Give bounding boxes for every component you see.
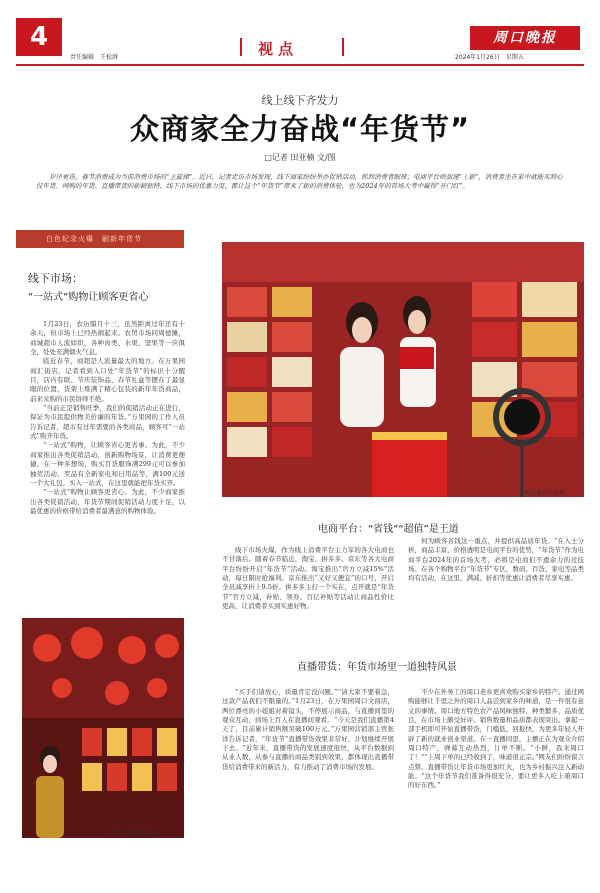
section2-body-col1 — [222, 546, 394, 638]
section1-subheading: “一站式”购物让顾客更省心 — [28, 292, 149, 303]
editor-credit: 责任编辑 王松湃 — [70, 54, 119, 61]
left-photo-caption: 顾客在商场购物。 — [110, 830, 159, 837]
section-title: 视点 — [258, 40, 299, 58]
page-number: 4 — [16, 18, 62, 56]
paragraph: “一站式”购物，让顾客省心更省事。为此，不少商家推出各类促销活动，创新购物场景，让消费更便捷。在一种多想场，购买百货服饰满299元可以参加抽奖活动，奖品有全新家电和日用品等，满100元送一个大礼包。买入一站式，在这里就能把年货买齐。 — [30, 441, 185, 487]
section2-body-col2 — [408, 537, 584, 638]
article-lead: 岁序更迭，春节消费成为当前消费市场的“主旋律”。近日，记者走访市场发现，线下商家纷纷举办促销活动，抓到消费者眼球；电商平台则加速“上新”，消费者坐在家中就能买到心仪年货。网购的年货、直播带货的新颖独特、线下市场的优惠力度，都让这个“年货节”带来了新的消费体验，也为2024年的首场大考中赢得“开门红”。 — [36, 173, 563, 191]
paragraph: “当前正是销售旺季，我们的促销活动正在进行，保证为市民提供物美价廉的年货。”万果园的工作人员告诉记者，超市有过年需要的各类商品，顾客可“一站式”购齐年货。 — [30, 404, 185, 441]
article-title: 众商家全力奋战“年货节” — [129, 112, 471, 146]
livestream-photo — [222, 242, 584, 497]
main-photo-caption: 主播直播带货促销。 — [518, 490, 573, 497]
header-rule — [16, 64, 584, 66]
shopping-photo — [22, 618, 184, 838]
livestream-photo-illustration — [222, 242, 584, 497]
newspaper-logo: 周口晚报 — [470, 26, 580, 50]
paragraph: 1月23日，农历腊月十三，虽然距离过年还有十余天，但市场上已经热闹起来。农贸市场同周德摊，商城超市人流如织，各种肉类、水果、坚果等一应俱全，处处充满烟火气息。 — [30, 320, 185, 357]
section3-body-col2 — [408, 688, 584, 884]
column-banner: 白色纪录火爆 刷新年货节 — [16, 230, 184, 248]
issue-date: 2024年1月26日 星期五 — [455, 54, 524, 61]
section3-body-col1 — [222, 688, 394, 836]
paragraph: 不少在外务工的周口老乡更喜欢购买家乡的特产。通过网购能够让千里之外的周口人品尝到家乡的味道，是一件很有意义的事情。周口地方特色农产品风味独特，种类繁多，品质优良，在市场上颇受好评。销售数量和品质都表现突出。拿起一部手机即可开始直播带货，门槛低、回报快，为更多年轻人开辟了新的就业创业渠道。在一直播间里，主播正在为观众介绍周口特产，弹幕互动热烈，订单不断。“小鲜，我来周口了！”“上周下单的已经收到了，味道很正宗。”网友们纷纷留言点赞。直播带货让年货市场更加红火，也为乡村振兴注入新动能。“这个年货节我们准备得很充分，要让更多人吃上咱周口的好东西。” — [408, 688, 584, 790]
section-divider-right — [342, 38, 344, 56]
section-divider-left — [240, 38, 242, 56]
paragraph: 临近春节，商超是人流量最大的地方。在万果园商汇街店，记者看到入口处“年货节”的标识十分醒目，店内有联、节庆装饰品、春节礼盒等摆在了最显眼的位置，货架上堆满了精心包装的新年年货商品，前来采购的市民络绎不绝。 — [30, 357, 185, 403]
section1-body — [30, 320, 185, 605]
paragraph: 线下市场火爆，作为线上消费平台主力军的各大电商也不甘落后。随着春节临近，淘宝、拼多多、京东等各大电商平台纷纷开启“年货节”活动。淘宝推出“官方立减15%”活动，每日限时抢福利。京东推出“又好又便宜”的口号，开启全员减享折上9.5折。拼多多主打一个实在，点开就是“年货节”官方立减，补贴、领券。百亿补贴等活动让商品性价比更高，让消费者买到实惠好物。 — [222, 546, 394, 611]
section1-heading: 线下市场： — [28, 272, 83, 285]
article-subtitle: 线上线下齐发力 — [261, 94, 339, 107]
paragraph: 何为顾客省钱这一重点，并提供高品质年货。“在入士分析，商品丰富，价格透明是电商平台的优势，“年货节”作为电商平台2024年的首场大考，必将是电商们不遗余力的竞技场。在各个购物平台“年货节”专区，数码、百货、家电等品类均有活动，在这里，满减、折扣等优惠让消费者尽享实惠。 — [408, 537, 584, 583]
shopping-photo-illustration — [22, 618, 184, 838]
paragraph: “一站式”购物让顾客更省心。为此，不少商家推出各类促销活动，年货节期间促销活动力度十足，以最优惠的价格带给消费者最满意的购物体验。 — [30, 488, 185, 515]
section3-heading: 直播带货：年货市场里一道独特风景 — [297, 662, 457, 673]
paragraph: “买手们请放心，质量肯定没问题。”“请大家不要着急，这款产品我们不限量的。”1月23日，在万果园周口文昌店，两位漂亮的小姐姐对着镜头，不停展示商品，与直播间里的观众互动，到场上百人在直播间观看。“今天是我们直播第4天了，目前累计销售额突破100万元。”万果园营销部主管张洋告诉记者，“年货节”直播带货效果非常好，计划继续开展下去。“近年来，直播带货的发展速度很快，从平台数据到从业人数，从参与直播的商品类别到效果，都体现出直播带货给消费带来的新活力，有力推动了消费市场的发展。 — [222, 688, 394, 771]
section2-heading: 电商平台：“省钱”“超值”是王道 — [318, 524, 459, 535]
article-byline: □记者 田亚楠 文/图 — [264, 153, 336, 162]
